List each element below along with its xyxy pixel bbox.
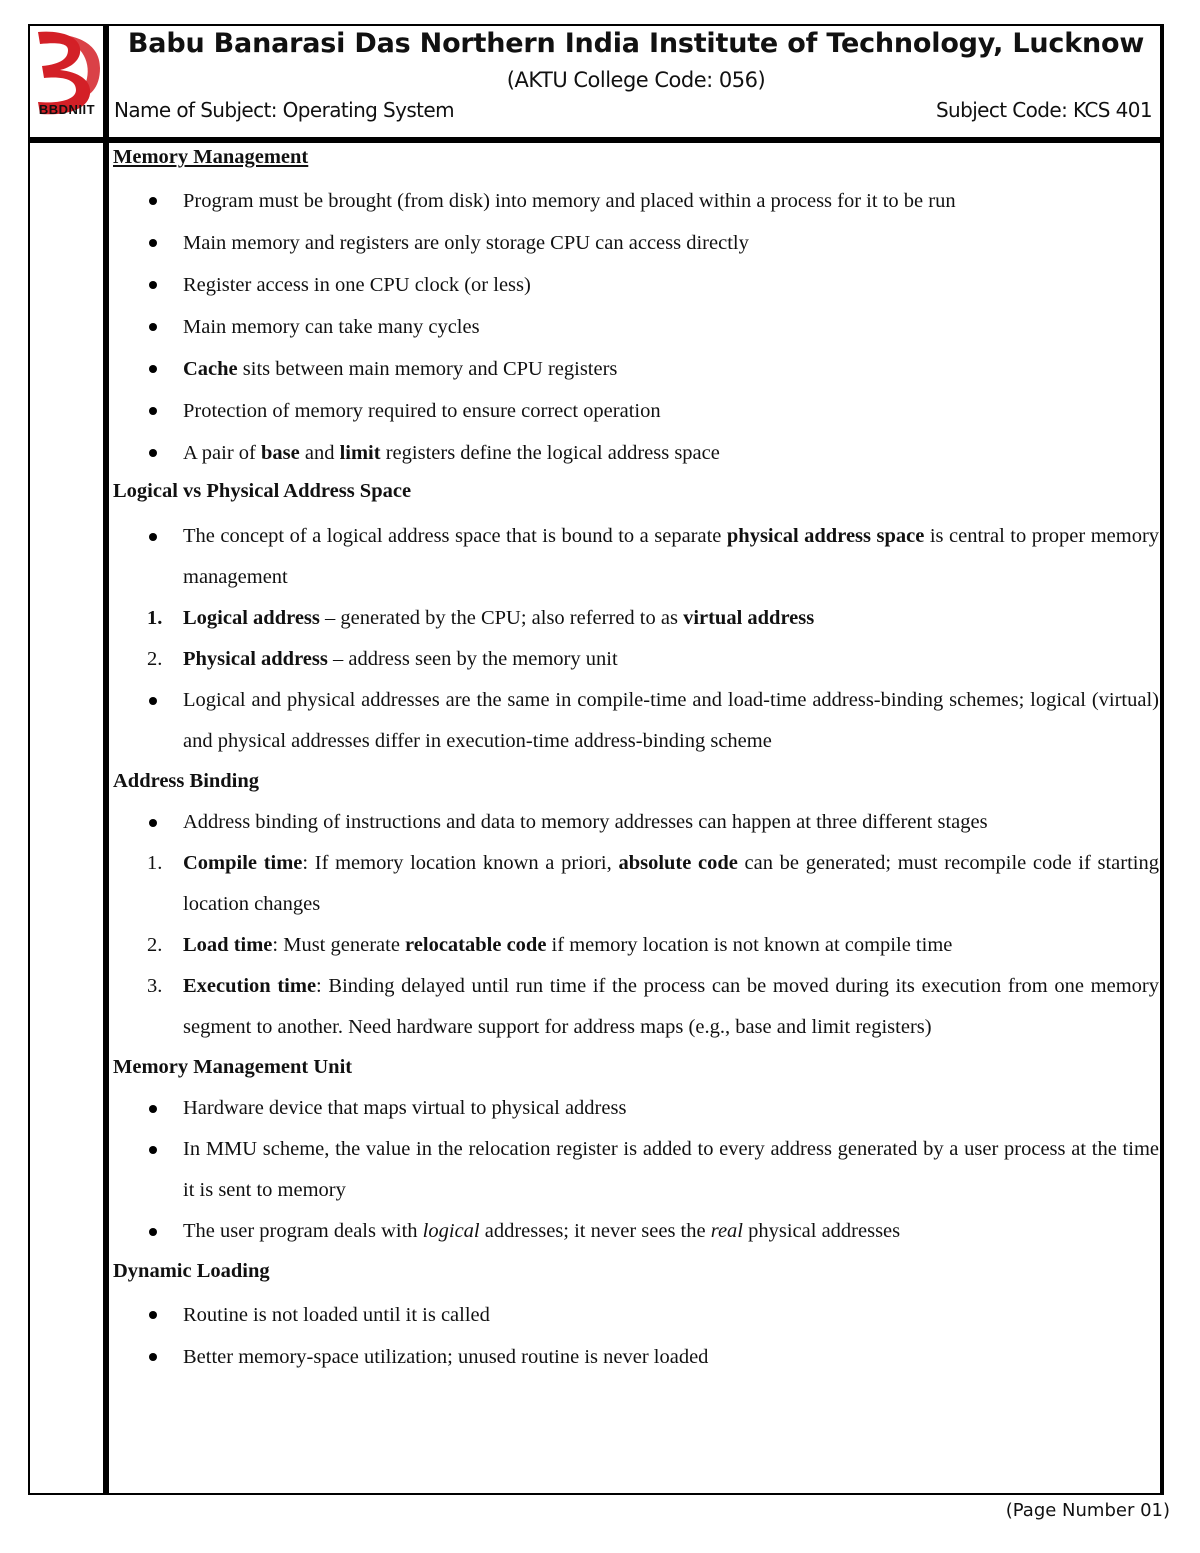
right-margin-rule bbox=[1160, 24, 1164, 1495]
bullet-icon bbox=[149, 449, 157, 457]
section-heading: Logical vs Physical Address Space bbox=[113, 480, 412, 502]
college-code: (AKTU College Code: 056) bbox=[506, 68, 766, 92]
header-divider bbox=[28, 137, 1162, 143]
page-number: (Page Number 01) bbox=[1005, 1500, 1170, 1521]
list-item: Better memory-space utilization; unused routine is never loaded bbox=[113, 1336, 1159, 1378]
section-heading: Address Binding bbox=[113, 770, 260, 792]
list-item: Protection of memory required to ensure correct operation bbox=[113, 390, 1159, 432]
bullet-icon bbox=[149, 697, 157, 705]
section-heading: Dynamic Loading bbox=[113, 1260, 270, 1282]
section-heading: Memory Management Unit bbox=[113, 1056, 353, 1078]
list-item: Logical and physical addresses are the same in compile-time and load-time address-binding schemes; logical (virtual) and physical addresses differ in execution-time address-binding scheme bbox=[113, 680, 1159, 762]
list-item: Main memory can take many cycles bbox=[113, 306, 1159, 348]
subject-code: Subject Code: KCS 401 bbox=[935, 98, 1152, 122]
bullet-list bbox=[113, 516, 1159, 762]
list-item: Register access in one CPU clock (or less) bbox=[113, 264, 1159, 306]
list-item: Main memory and registers are only storage CPU can access directly bbox=[113, 222, 1159, 264]
bullet-icon bbox=[149, 365, 157, 373]
list-item: The concept of a logical address space that is bound to a separate physical address space is central to proper memory management bbox=[113, 516, 1159, 598]
bullet-icon bbox=[149, 323, 157, 331]
institute-title: Babu Banarasi Das Northern India Institute of Technology, Lucknow bbox=[127, 28, 1145, 59]
bullet-icon bbox=[149, 407, 157, 415]
list-item: Routine is not loaded until it is called bbox=[113, 1294, 1159, 1336]
section-heading: Memory Management bbox=[113, 146, 309, 168]
bullet-icon bbox=[149, 281, 157, 289]
subject-name: Name of Subject: Operating System bbox=[114, 98, 454, 122]
list-item: Address binding of instructions and data to memory addresses can happen at three different stages bbox=[113, 802, 1159, 843]
bullet-icon bbox=[149, 239, 157, 247]
institute-logo-icon bbox=[30, 28, 102, 134]
list-item: 2. Physical address – address seen by the memory unit bbox=[147, 648, 618, 670]
bullet-list bbox=[113, 180, 1159, 474]
bullet-icon bbox=[149, 1228, 157, 1236]
list-item: 2. Load time: Must generate relocatable code if memory location is not known at compile time bbox=[147, 934, 953, 956]
list-item: 1. Compile time: If memory location known a priori, absolute code can be generated; must recompile code if starting location changes bbox=[147, 852, 1159, 915]
list-item: 1. Logical address – generated by the CPU; also referred to as virtual address bbox=[147, 607, 815, 629]
list-item: A pair of base and limit registers define the logical address space bbox=[113, 432, 1159, 474]
list-item: 3. Execution time: Binding delayed until run time if the process can be moved during its execution from one memory segment to another. Need hardware support for address maps (e.g., base and limit registers) bbox=[147, 975, 1159, 1038]
logo-wordmark: BBDNIIT bbox=[38, 102, 96, 117]
left-margin-rule bbox=[103, 24, 109, 1495]
bullet-list bbox=[113, 802, 1159, 1048]
list-item: The user program deals with logical addresses; it never sees the real physical addresses bbox=[113, 1211, 1159, 1252]
list-item: Cache sits between main memory and CPU registers bbox=[113, 348, 1159, 390]
bullet-icon bbox=[149, 533, 157, 541]
page-content bbox=[113, 144, 1159, 1378]
list-item: Hardware device that maps virtual to physical address bbox=[113, 1088, 1159, 1129]
bullet-icon bbox=[149, 819, 157, 827]
bullet-icon bbox=[149, 1105, 157, 1113]
bullet-list bbox=[113, 1294, 1159, 1378]
bullet-icon bbox=[149, 1353, 157, 1361]
list-item: Program must be brought (from disk) into memory and placed within a process for it to be run bbox=[113, 180, 1159, 222]
bullet-icon bbox=[149, 197, 157, 205]
bullet-list bbox=[113, 1088, 1159, 1252]
list-item: In MMU scheme, the value in the relocation register is added to every address generated by a user process at the time it is sent to memory bbox=[113, 1129, 1159, 1211]
bullet-icon bbox=[149, 1311, 157, 1319]
bullet-icon bbox=[149, 1146, 157, 1154]
